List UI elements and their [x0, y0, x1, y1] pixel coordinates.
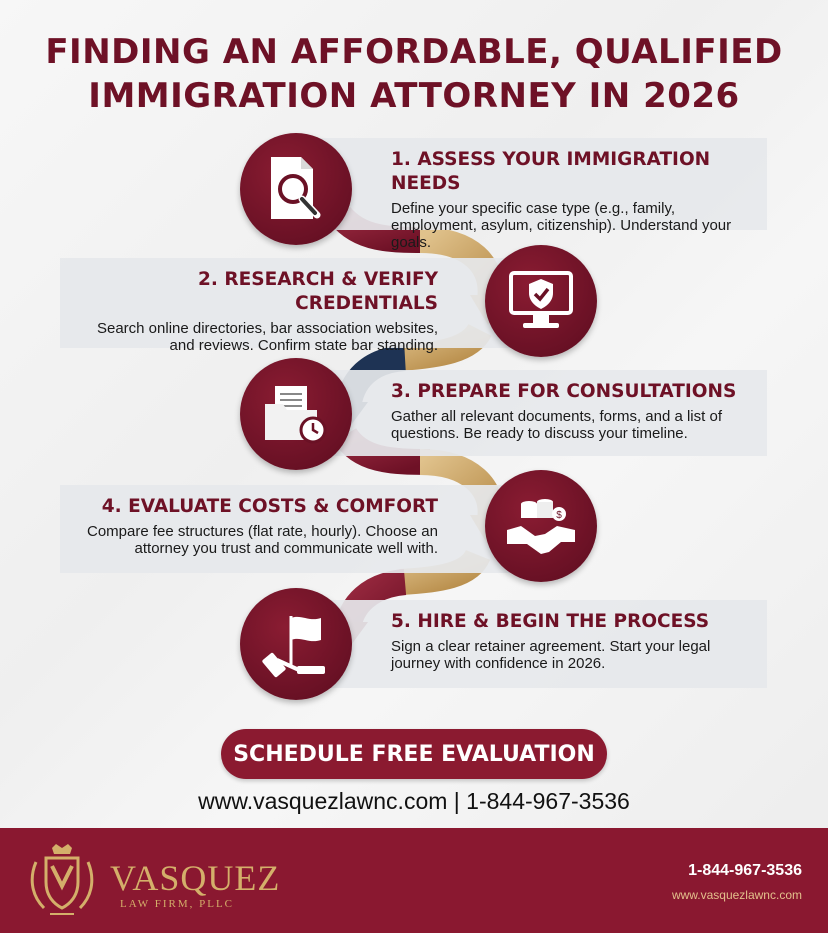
- step-1-heading: 1. ASSESS YOUR IMMIGRATION NEEDS: [391, 149, 711, 194]
- step-4-text: Compare fee structures (flat rate, hourly). Choose an attorney you trust and communicate well with.: [87, 523, 438, 557]
- step-3-circle: [240, 358, 352, 470]
- step-2-card: [60, 258, 538, 354]
- step-1-card: [305, 138, 767, 251]
- step-5-circle: [240, 588, 352, 700]
- step-5-card: [305, 600, 767, 688]
- brand-name: VASQUEZ: [110, 858, 281, 898]
- footer-website[interactable]: www.vasquezlawnc.com: [671, 888, 802, 902]
- step-3-heading: 3. PREPARE FOR CONSULTATIONS: [391, 381, 737, 402]
- footer-phone[interactable]: 1-844-967-3536: [688, 862, 802, 879]
- law-firm-crest-icon: [22, 842, 102, 922]
- contact-line: www.vasquezlawnc.com | 1-844-967-3536: [198, 788, 630, 814]
- document-magnifier-icon: [265, 153, 327, 225]
- step-3-text: Gather all relevant documents, forms, and a list of questions. Be ready to discuss your timeline.: [391, 408, 722, 442]
- step-2-text: Search online directories, bar association websites, and reviews. Confirm state bar standing.: [96, 320, 438, 354]
- step-3-card: [305, 370, 767, 456]
- svg-text:$: $: [556, 510, 562, 521]
- handshake-coins-icon: [505, 494, 577, 558]
- gavel-flag-icon: [261, 610, 331, 678]
- title-line-1: FINDING AN AFFORDABLE, QUALIFIED: [45, 32, 783, 72]
- brand-subtitle: LAW FIRM, PLLC: [120, 898, 235, 910]
- title-line-2: IMMIGRATION ATTORNEY IN 2026: [88, 76, 740, 116]
- folder-clock-icon: [261, 382, 331, 446]
- step-5-heading: 5. HIRE & BEGIN THE PROCESS: [391, 611, 710, 632]
- step-2-heading: 2. RESEARCH & VERIFY CREDENTIALS: [198, 269, 438, 314]
- monitor-shield-icon: [507, 269, 575, 333]
- step-4-card: [60, 485, 538, 573]
- schedule-evaluation-button[interactable]: SCHEDULE FREE EVALUATION: [221, 729, 607, 779]
- step-4-heading: 4. EVALUATE COSTS & COMFORT: [101, 496, 438, 517]
- step-2-circle: [485, 245, 597, 357]
- step-1-circle: [240, 133, 352, 245]
- step-1-text: Define your specific case type (e.g., family, employment, asylum, citizenship). Understand your goals.: [391, 200, 732, 251]
- step-5-text: Sign a clear retainer agreement. Start your legal journey with confidence in 2026.: [391, 638, 711, 672]
- step-4-circle: [485, 470, 597, 582]
